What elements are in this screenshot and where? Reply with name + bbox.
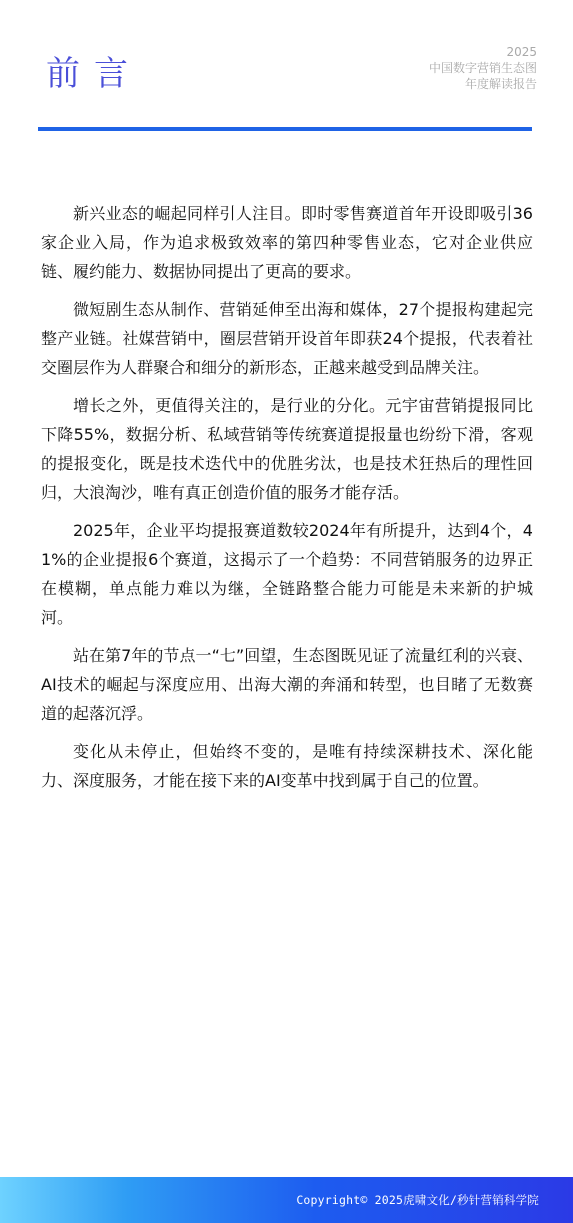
report-title-line2: 年度解读报告	[464, 77, 537, 91]
footer-bar	[0, 1177, 573, 1223]
page-title: 前言	[46, 54, 142, 94]
paragraph: 微短剧生态从制作、营销延伸至出海和媒体，27个提报构建起完整产业链。社媒营销中，圈层营销开设首年即获24个提报，代表着社交圈层作为人群聚合和细分的新形态，正越来越受到品牌关注。	[41, 300, 533, 377]
paragraph: 2025年，企业平均提报赛道数较2024年有所提升，达到4个，41%的企业提报6个赛道，这揭示了一个趋势：不同营销服务的边界正在模糊，单点能力难以为继，全链路整合能力可能是未来新的护城河。	[41, 521, 533, 627]
report-title-line1: 中国数字营销生态图	[428, 61, 537, 75]
copyright-text: Copyright© 2025虎啸文化/秒针营销科学院	[296, 1193, 539, 1207]
report-meta	[429, 44, 537, 92]
paragraph: 新兴业态的崛起同样引人注目。即时零售赛道首年开设即吸引36家企业入局，作为追求极致效率的第四种零售业态，它对企业供应链、履约能力、数据协同提出了更高的要求。	[41, 204, 533, 281]
preface-body	[41, 199, 533, 804]
report-year: 2025	[506, 45, 537, 59]
header-divider	[38, 127, 532, 131]
paragraph: 站在第7年的节点一“七”回望，生态图既见证了流量红利的兴衰、AI技术的崛起与深度应用、出海大潮的奔涌和转型，也目睹了无数赛道的起落沉浮。	[41, 646, 533, 723]
paragraph: 变化从未停止，但始终不变的，是唯有持续深耕技术、深化能力、深度服务，才能在接下来的AI变革中找到属于自己的位置。	[41, 742, 533, 790]
paragraph: 增长之外，更值得关注的，是行业的分化。元宇宙营销提报同比下降55%，数据分析、私域营销等传统赛道提报量也纷纷下滑，客观的提报变化，既是技术迭代中的优胜劣汰，也是技术狂热后的理性回归，大浪淘沙，唯有真正创造价值的服务才能存活。	[41, 396, 533, 502]
